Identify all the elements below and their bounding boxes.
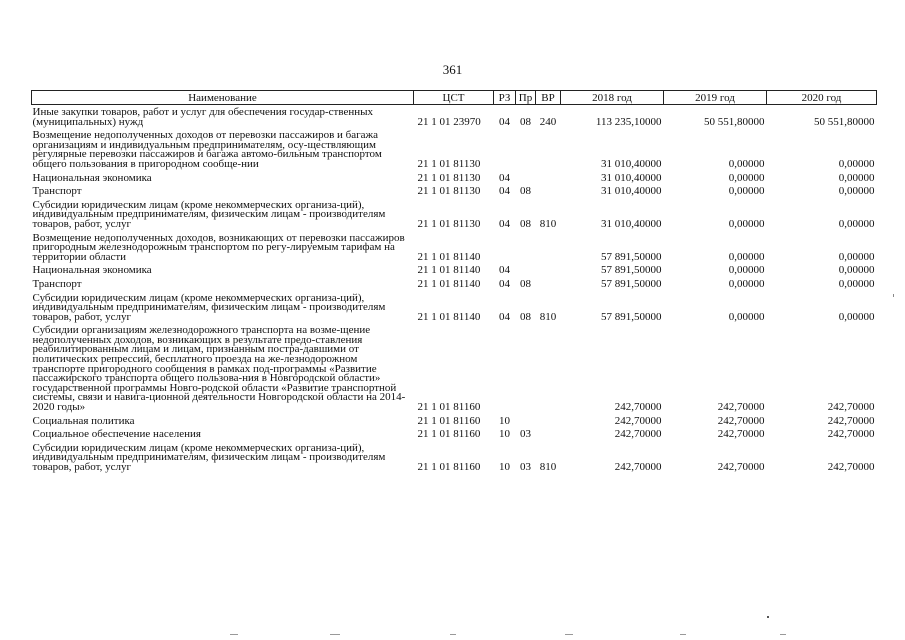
scan-speck: [893, 294, 894, 297]
row-pr: [516, 323, 536, 413]
row-cst: 21 1 01 81160: [417, 414, 481, 427]
row-cst: 21 1 01 81130: [417, 157, 481, 170]
table-row: [32, 263, 877, 277]
row-2018: 57 891,50000: [601, 310, 662, 323]
row-pr: [516, 171, 536, 185]
scan-speck: [780, 634, 786, 635]
scan-speck: [565, 634, 573, 635]
row-cst: 21 1 01 81130: [417, 171, 481, 184]
row-vr: [536, 184, 561, 198]
row-vr: 240: [539, 115, 557, 128]
table-row: [32, 323, 877, 413]
row-2018: 57 891,50000: [601, 264, 662, 277]
row-2019: 0,00000: [728, 250, 765, 263]
row-vr: [536, 414, 561, 428]
row-name: Субсидии юридическим лицам (кроме некоммерческих организа-ций), индивидуальным предпринимателям, физическим лицам - производителям товаров, работ, услуг: [32, 198, 386, 230]
row-vr: [536, 231, 561, 264]
row-rz: [494, 323, 516, 413]
header-2020: 2020 год: [767, 91, 877, 105]
row-cst: 21 1 01 81160: [417, 461, 481, 473]
scan-footer-marks: [0, 630, 905, 640]
row-2019: 242,70000: [717, 428, 765, 441]
scan-speck: [330, 634, 340, 635]
row-2020: 0,00000: [838, 264, 875, 277]
row-name: Национальная экономика: [32, 171, 152, 184]
row-rz: 10: [499, 428, 510, 441]
row-2019: 0,00000: [728, 171, 765, 184]
row-rz: 04: [499, 115, 510, 128]
row-cst: 21 1 01 81140: [417, 250, 481, 263]
row-2019: 242,70000: [717, 461, 765, 473]
row-vr: [536, 427, 561, 441]
row-cst: 21 1 01 23970: [417, 115, 481, 128]
row-2018: 57 891,50000: [601, 277, 662, 290]
header-2019: 2019 год: [664, 91, 767, 105]
row-vr: 810: [539, 461, 557, 473]
row-vr: 810: [539, 310, 557, 323]
row-vr: 810: [539, 217, 557, 230]
row-rz: 04: [499, 264, 510, 277]
table-row: [32, 414, 877, 428]
row-name: Социальное обеспечение населения: [32, 428, 201, 441]
scan-speck: [767, 616, 769, 618]
row-rz: [494, 231, 516, 264]
row-name: Национальная экономика: [32, 264, 152, 277]
page-number: 361: [442, 62, 463, 77]
row-2019: 0,00000: [728, 157, 765, 170]
row-rz: 04: [499, 171, 510, 184]
row-pr: 03: [520, 428, 531, 441]
row-2020: 242,70000: [827, 428, 875, 441]
row-2019: 0,00000: [728, 185, 765, 198]
row-2018: 31 010,40000: [601, 157, 662, 170]
row-2018: 31 010,40000: [601, 217, 662, 230]
row-2018: 31 010,40000: [601, 185, 662, 198]
row-2020: 0,00000: [838, 250, 875, 263]
table-row: [32, 231, 877, 264]
row-pr: [516, 263, 536, 277]
row-pr: 08: [520, 115, 531, 128]
row-vr: [536, 323, 561, 413]
row-2018: 242,70000: [614, 428, 662, 441]
table-row: [32, 277, 877, 291]
row-pr: 08: [520, 310, 531, 323]
row-2020: 50 551,80000: [814, 115, 875, 128]
row-2020: 0,00000: [838, 310, 875, 323]
header-cst: ЦСТ: [414, 91, 494, 105]
row-pr: 08: [520, 185, 531, 198]
scan-speck: [450, 634, 456, 635]
row-pr: [516, 414, 536, 428]
row-cst: 21 1 01 81130: [417, 185, 481, 198]
row-rz: 04: [499, 217, 510, 230]
row-pr: [516, 231, 536, 264]
row-cst: 21 1 01 81140: [417, 277, 481, 290]
row-2019: 0,00000: [728, 277, 765, 290]
row-pr: 08: [520, 217, 531, 230]
row-name: Возмещение недополученных доходов, возникающих от перевозки пассажиров пригородным железнодорожным транспортом по регу-лируемым тарифам на территории области: [32, 231, 405, 263]
table-row: [32, 171, 877, 185]
row-2019: 0,00000: [728, 310, 765, 323]
row-2020: 0,00000: [838, 171, 875, 184]
row-2018: 242,70000: [614, 414, 662, 427]
row-name: Субсидии организациям железнодорожного транспорта на возме-щение недополученных доходов, возникающих в результате предо-ставления реабилитированным лицам и лицам, признанным постра-давшими от политических репрессий, бесплатного проезда на же-лезнодорожном транспорте пригородного сообщения в рамках под-программы «Развитие пассажирского транспорта общего пользова-ния в Новгородской области» государственной программы Новго-родской области «Развитие транспортной системы, связи и навига-ционной деятельности Новгородской области на 2014-2020 годы»: [32, 324, 406, 414]
row-2018: 242,70000: [614, 401, 662, 414]
row-cst: 21 1 01 81160: [417, 401, 481, 414]
budget-table: [31, 90, 877, 474]
table-row: [32, 128, 877, 170]
row-vr: [536, 263, 561, 277]
scan-speck: [230, 634, 238, 635]
row-2020: 242,70000: [827, 401, 875, 414]
row-name: Субсидии юридическим лицам (кроме некоммерческих организа-ций), индивидуальным предпринимателям, физическим лицам - производителям товаров, работ, услуг: [32, 441, 386, 473]
row-cst: 21 1 01 81130: [417, 217, 481, 230]
table-header-row: [32, 91, 877, 105]
row-2019: 0,00000: [728, 264, 765, 277]
row-pr: [516, 128, 536, 170]
row-2018: 242,70000: [614, 461, 662, 473]
row-rz: 10: [499, 414, 510, 427]
row-2019: 242,70000: [717, 401, 765, 414]
row-rz: [494, 128, 516, 170]
row-name: Иные закупки товаров, работ и услуг для обеспечения государ-ственных (муниципальных) нужд: [32, 106, 374, 128]
row-vr: [536, 171, 561, 185]
row-2020: 242,70000: [827, 461, 875, 473]
table-row: [32, 198, 877, 231]
row-cst: 21 1 01 81160: [417, 428, 481, 441]
header-rz: РЗ: [494, 91, 516, 105]
table-row: [32, 105, 877, 129]
row-name: Субсидии юридическим лицам (кроме некоммерческих организа-ций), индивидуальным предпринимателям, физическим лицам - производителям товаров, работ, услуг: [32, 291, 386, 323]
row-rz: 10: [499, 461, 510, 473]
row-2019: 242,70000: [717, 414, 765, 427]
scan-speck: [680, 634, 686, 635]
row-pr: 03: [520, 461, 531, 473]
row-2020: 0,00000: [838, 185, 875, 198]
row-2020: 0,00000: [838, 217, 875, 230]
table-row: [32, 427, 877, 441]
row-2018: 113 235,10000: [595, 115, 662, 128]
budget-table-container: [31, 90, 876, 474]
row-2020: 0,00000: [838, 157, 875, 170]
row-name: Транспорт: [32, 277, 82, 290]
row-rz: 04: [499, 277, 510, 290]
row-name: Транспорт: [32, 185, 82, 198]
row-cst: 21 1 01 81140: [417, 264, 481, 277]
row-2019: 0,00000: [728, 217, 765, 230]
table-row: [32, 291, 877, 324]
row-vr: [536, 277, 561, 291]
header-name: Наименование: [32, 91, 414, 105]
row-2018: 31 010,40000: [601, 171, 662, 184]
header-vr: ВР: [536, 91, 561, 105]
row-cst: 21 1 01 81140: [417, 310, 481, 323]
row-2018: 57 891,50000: [601, 250, 662, 263]
row-rz: 04: [499, 185, 510, 198]
row-2020: 242,70000: [827, 414, 875, 427]
row-pr: 08: [520, 277, 531, 290]
row-2019: 50 551,80000: [704, 115, 765, 128]
row-2020: 0,00000: [838, 277, 875, 290]
table-row: [32, 184, 877, 198]
header-2018: 2018 год: [561, 91, 664, 105]
table-row: [32, 441, 877, 474]
row-rz: 04: [499, 310, 510, 323]
header-pr: Пр: [516, 91, 536, 105]
row-vr: [536, 128, 561, 170]
row-name: Социальная политика: [32, 414, 135, 427]
row-name: Возмещение недополученных доходов от перевозки пассажиров и багажа организациям и индивидуальным предпринимателям, осу-ществляющим регулярные перевозки пассажиров и багажа автомо-бильным транспортом общего пользования в пригородном сообще-нии: [32, 129, 382, 170]
